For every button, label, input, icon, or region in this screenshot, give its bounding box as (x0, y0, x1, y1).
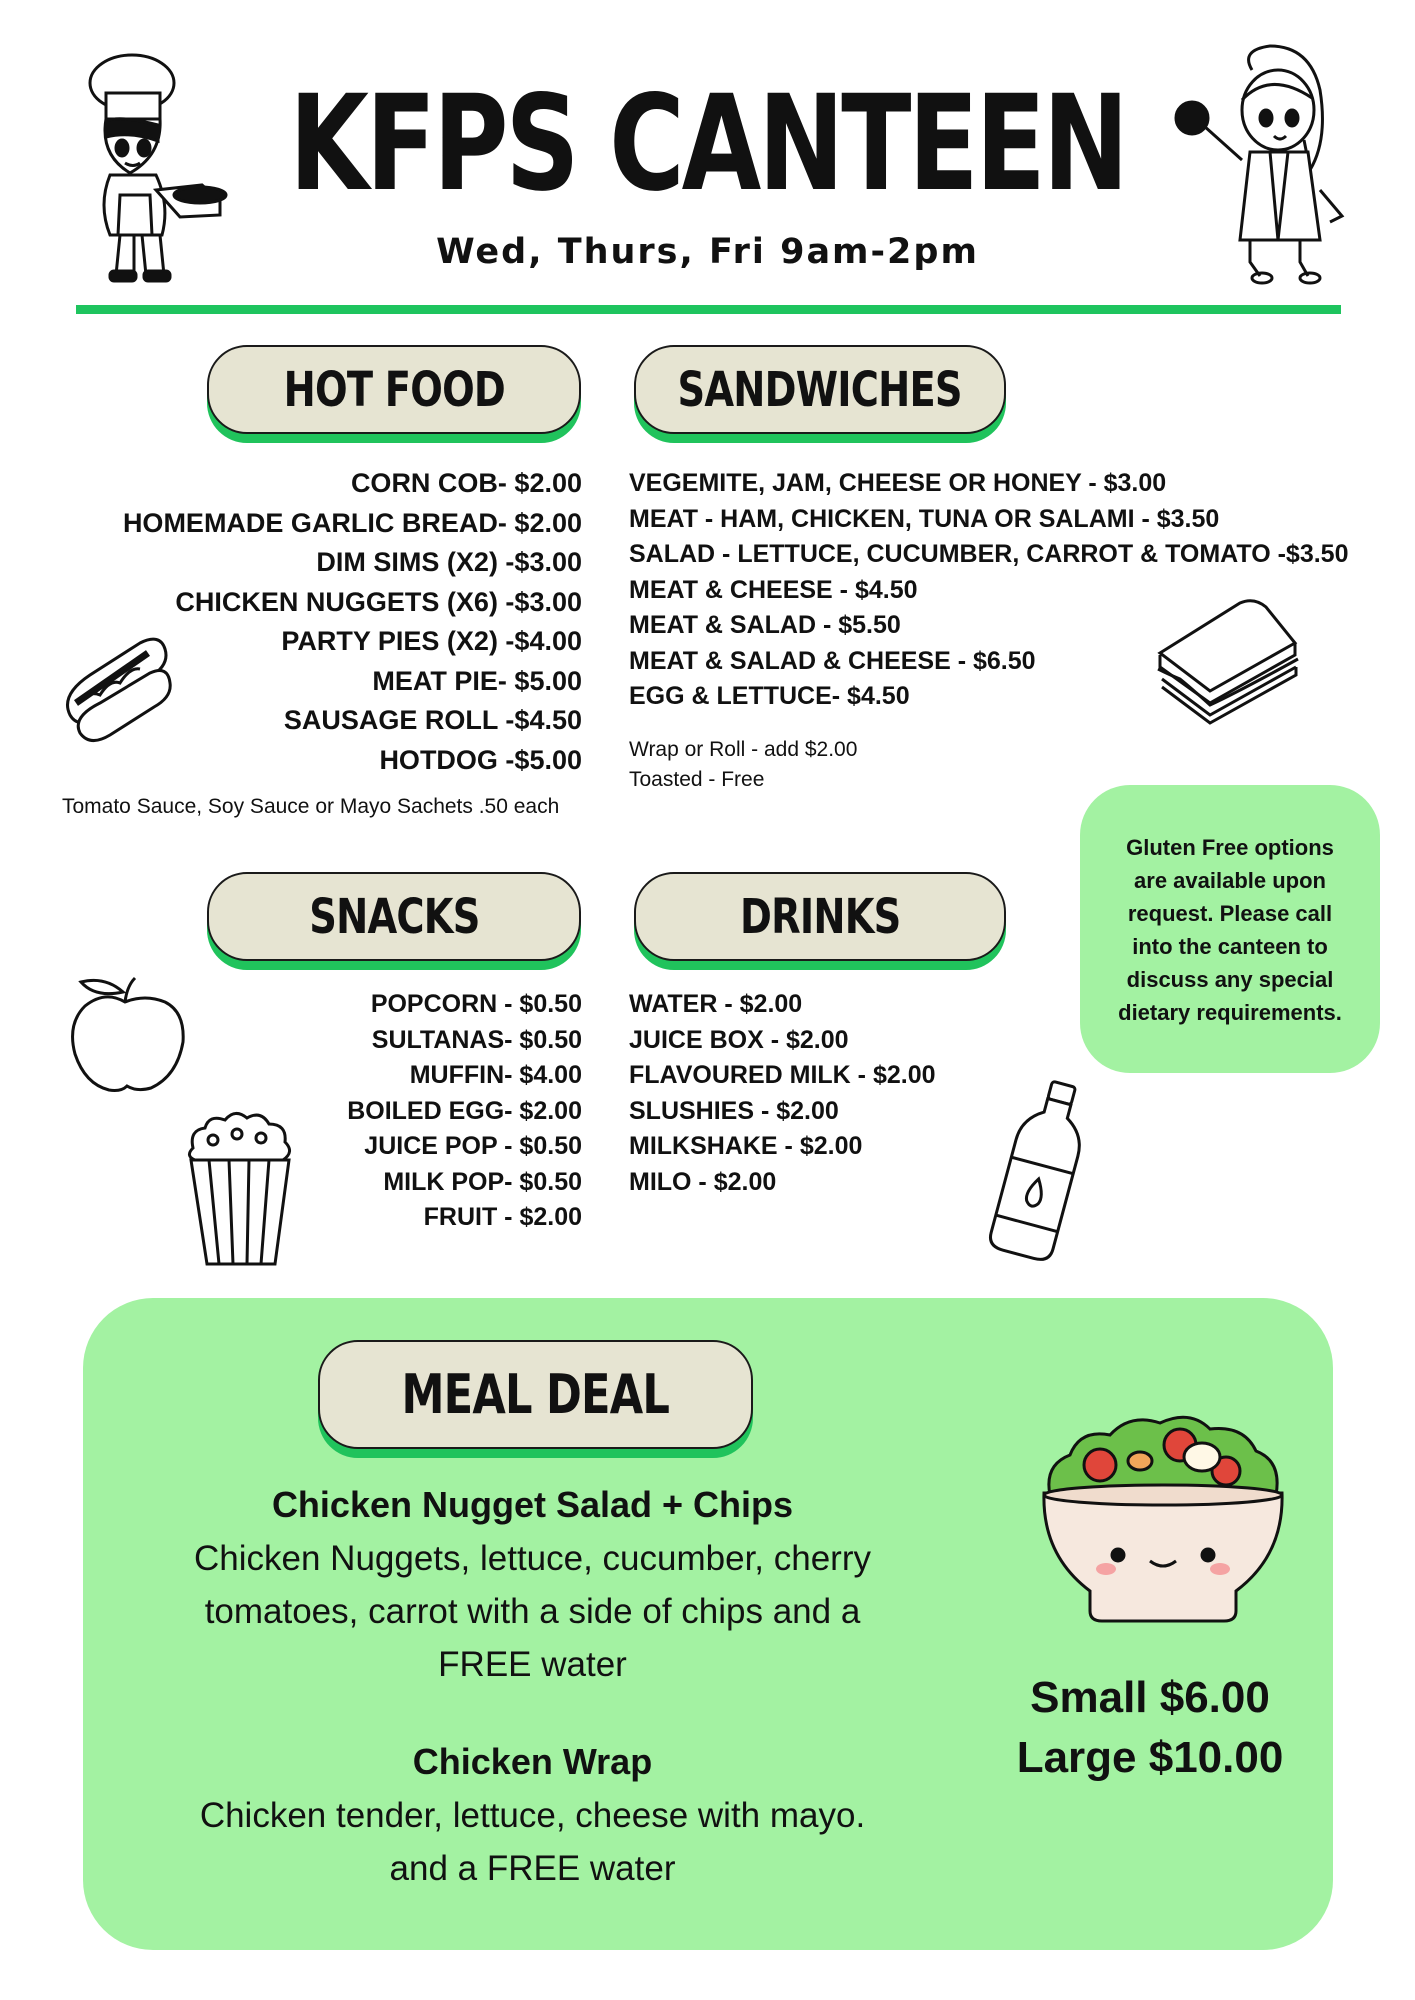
list-item: SALAD - LETTUCE, CUCUMBER, CARROT & TOMATO -$3.50 (629, 540, 1349, 568)
price-small: Small $6.00 (1030, 1673, 1270, 1722)
list-item: JUICE BOX - $2.00 (629, 1025, 849, 1054)
note-line: request. Please call (1127, 901, 1333, 926)
deal-line: and a FREE water (389, 1849, 676, 1888)
list-item: POPCORN - $0.50 (370, 990, 582, 1018)
list-item: MILO - $2.00 (629, 1167, 777, 1196)
snacks-list (250, 987, 582, 1236)
list-item: Wrap or Roll - add $2.00 (629, 738, 858, 761)
sandwich-icon (1150, 595, 1310, 725)
list-item: MEAT & SALAD & CHEESE - $6.50 (629, 646, 1036, 675)
chef-boy-icon (70, 45, 250, 290)
girl-teacher-icon (1170, 40, 1350, 290)
meal-deal-descriptions (170, 1484, 895, 1895)
list-item: FLAVOURED MILK - $2.00 (629, 1061, 936, 1089)
snacks-heading: SNACKS (207, 872, 581, 961)
note-line: discuss any special (1126, 967, 1334, 992)
list-item: DIM SIMS (X2) -$3.00 (316, 547, 582, 577)
deal-line: tomatoes, carrot with a side of chips and a (204, 1592, 861, 1631)
list-item: SULTANAS- $0.50 (371, 1025, 582, 1054)
list-item: EGG & LETTUCE- $4.50 (629, 682, 910, 710)
popcorn-icon (183, 1108, 298, 1268)
list-item: MEAT & SALAD - $5.50 (629, 611, 901, 639)
deal-line: FREE water (438, 1645, 627, 1684)
gluten-free-note (1080, 785, 1380, 1073)
list-item: WATER - $2.00 (629, 990, 803, 1018)
page-title: KFPS CANTEEN (289, 67, 1126, 221)
salad-bowl-icon (1030, 1405, 1295, 1635)
header-divider (76, 305, 1341, 314)
drinks-heading: DRINKS (634, 872, 1006, 961)
list-item: BOILED EGG- $2.00 (347, 1096, 582, 1125)
price-large: Large $10.00 (1016, 1733, 1284, 1782)
list-item: CHICKEN NUGGETS (X6) -$3.00 (175, 586, 582, 617)
sandwich-extras (629, 735, 857, 795)
hot-food-heading: HOT FOOD (207, 345, 581, 434)
list-item: CORN COB- $2.00 (350, 468, 582, 498)
list-item: HOTDOG -$5.00 (379, 744, 582, 775)
list-item: JUICE POP - $0.50 (364, 1132, 582, 1160)
list-item: MEAT PIE- $5.00 (372, 665, 582, 696)
meal-deal-prices (980, 1668, 1320, 1788)
list-item: MILKSHAKE - $2.00 (629, 1132, 863, 1160)
list-item: VEGEMITE, JAM, CHEESE OR HONEY - $3.00 (629, 469, 1167, 497)
drinks-list (629, 987, 936, 1200)
opening-hours: Wed, Thurs, Fri 9am-2pm (436, 232, 979, 272)
meal-deal-heading: MEAL DEAL (318, 1340, 753, 1449)
deal-description (170, 1532, 895, 1691)
note-line: Gluten Free options (1126, 835, 1334, 860)
list-item: FRUIT - $2.00 (423, 1203, 582, 1231)
sauce-note: Tomato Sauce, Soy Sauce or Mayo Sachets .50 each (62, 795, 560, 818)
deal-name: Chicken Nugget Salad + Chips (271, 1484, 794, 1525)
list-item: MILK POP- $0.50 (383, 1167, 582, 1196)
note-line: dietary requirements. (1118, 1000, 1342, 1025)
list-item: HOMEMADE GARLIC BREAD- $2.00 (122, 507, 582, 538)
list-item: SAUSAGE ROLL -$4.50 (283, 705, 582, 735)
deal-name: Chicken Wrap (412, 1741, 653, 1782)
deal-description (170, 1789, 895, 1895)
list-item: SLUSHIES - $2.00 (629, 1096, 839, 1125)
hotdog-icon (50, 625, 175, 750)
deal-line: Chicken tender, lettuce, cheese with mayo. (199, 1796, 866, 1835)
list-item: MUFFIN- $4.00 (409, 1061, 582, 1089)
list-item: Toasted - Free (629, 768, 765, 791)
list-item: PARTY PIES (X2) -$4.00 (281, 626, 582, 656)
apple-icon (65, 972, 190, 1097)
deal-line: Chicken Nuggets, lettuce, cucumber, cherry (194, 1539, 871, 1578)
note-line: are available upon (1134, 868, 1326, 893)
sandwiches-heading: SANDWICHES (634, 345, 1006, 434)
list-item: MEAT & CHEESE - $4.50 (629, 575, 918, 604)
water-bottle-icon (985, 1075, 1095, 1265)
list-item: MEAT - HAM, CHICKEN, TUNA OR SALAMI - $3.50 (629, 504, 1220, 533)
note-line: into the canteen to (1132, 934, 1328, 959)
